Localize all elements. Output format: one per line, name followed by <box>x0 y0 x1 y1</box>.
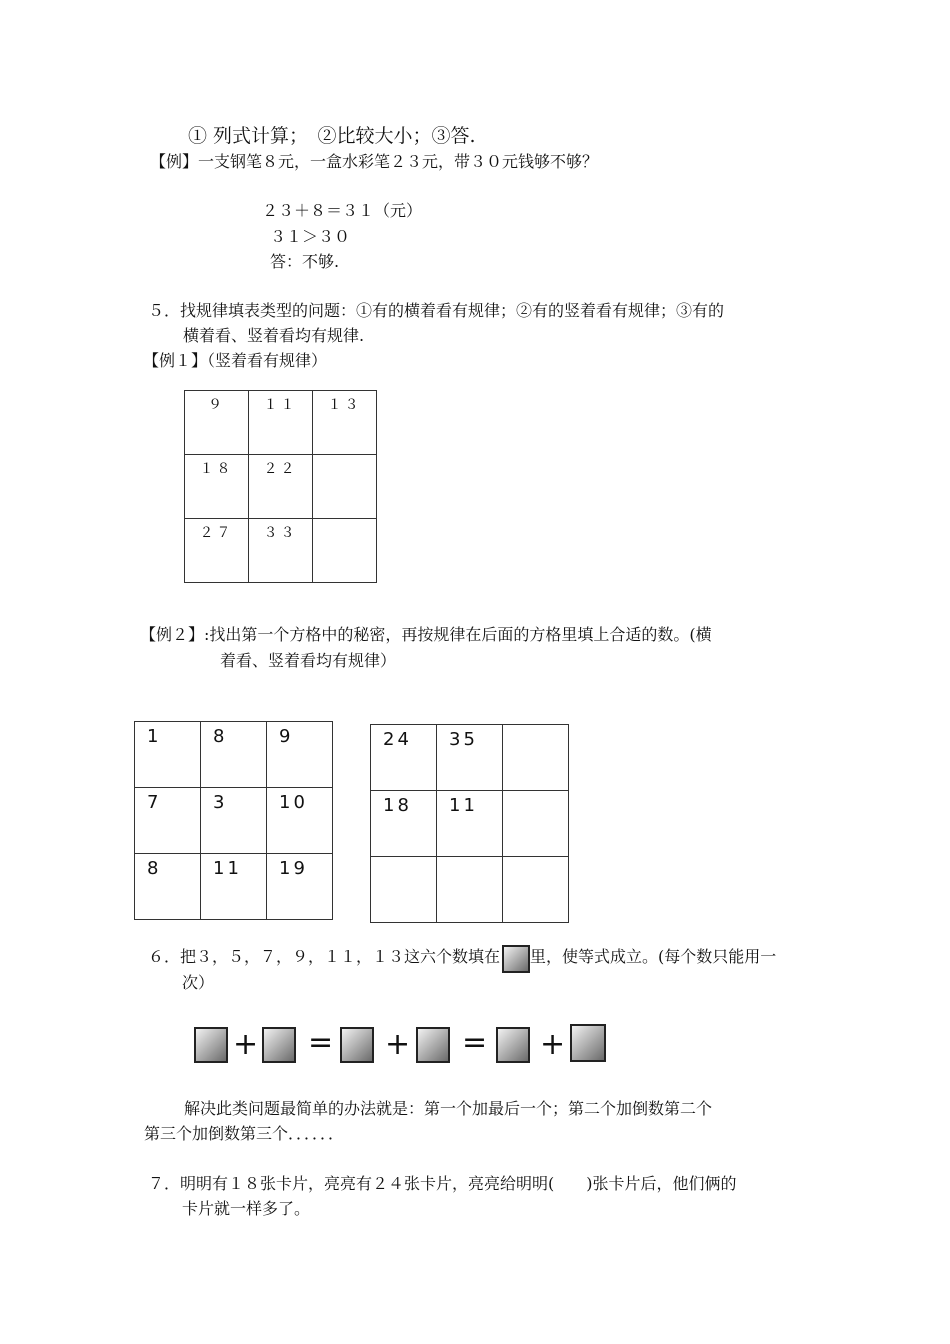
method-line1: 解决此类问题最简单的办法就是：第一个加最后一个；第二个加倒数第二个 <box>184 1099 713 1118</box>
plus-sign: + <box>540 1027 566 1062</box>
grid-cell[interactable] <box>371 857 437 923</box>
example2-grid-a <box>134 721 333 920</box>
example2-line2: 着看、竖着看均有规律） <box>220 651 397 670</box>
example1-grid <box>184 390 377 583</box>
answer-box-5[interactable] <box>496 1027 530 1063</box>
grid-cell[interactable] <box>503 791 569 857</box>
grid-cell: 10 <box>267 788 333 854</box>
grid-cell: １８ <box>185 455 249 519</box>
example-question <box>150 152 598 172</box>
table-row <box>135 722 333 788</box>
table-row <box>371 857 569 923</box>
grid-cell[interactable] <box>503 857 569 923</box>
grid-cell: 18 <box>371 791 437 857</box>
table-row <box>185 519 377 583</box>
section6-line1a: ６．把３，５，７，９，１１，１３这六个数填在 <box>148 947 501 966</box>
section6-line2: 次） <box>182 973 215 992</box>
method-line2: 第三个加倒数第三个．．．．．． <box>144 1124 345 1143</box>
table-row <box>185 455 377 519</box>
answer-box-4[interactable] <box>416 1027 450 1063</box>
grid-cell: 11 <box>437 791 503 857</box>
inline-blank-box <box>502 945 530 973</box>
example-calc-1: ２３＋８＝３１（元） <box>262 201 423 220</box>
grid-cell: 19 <box>267 854 333 920</box>
grid-cell: ２２ <box>249 455 313 519</box>
example-question-text: 一支钢笔８元，一盒水彩笔２３元，带３０元钱够不够？ <box>198 152 599 171</box>
section7-line2: 卡片就一样多了。 <box>182 1199 311 1218</box>
example2-grid-b <box>370 724 569 923</box>
section5-line2: 横着看、竖着看均有规律. <box>183 326 365 345</box>
grid-cell: ２７ <box>185 519 249 583</box>
grid-cell[interactable] <box>437 857 503 923</box>
answer-box-6[interactable] <box>570 1024 606 1062</box>
section6-line1b: 里，使等式成立。(每个数只能用一 <box>530 947 777 966</box>
table-row <box>371 725 569 791</box>
example2-line1: 【例２】:找出第一个方格中的秘密，再按规律在后面的方格里填上合适的数。(横 <box>140 625 712 644</box>
grid-cell: 3 <box>201 788 267 854</box>
grid-cell: 8 <box>135 854 201 920</box>
grid-cell: ９ <box>185 391 249 455</box>
grid-cell <box>313 519 377 583</box>
answer-box-2[interactable] <box>262 1027 296 1063</box>
grid-cell: 24 <box>371 725 437 791</box>
example-label: 【例】 <box>150 152 199 171</box>
plus-sign: + <box>385 1027 411 1062</box>
equals-sign: = <box>308 1025 334 1060</box>
grid-cell: 11 <box>201 854 267 920</box>
table-row <box>135 854 333 920</box>
equals-sign: = <box>462 1025 488 1060</box>
section5-line1: ５．找规律填表类型的问题：①有的横着看有规律；②有的竖着看有规律；③有的 <box>148 301 725 320</box>
example1-label: 【例１】（竖着看有规律） <box>143 351 328 370</box>
section7-line1: ７．明明有１８张卡片，亮亮有２４张卡片，亮亮给明明( )张卡片后，他们俩的 <box>148 1174 737 1193</box>
grid-cell: 35 <box>437 725 503 791</box>
grid-cell <box>313 455 377 519</box>
example-calc-2: ３１＞３０ <box>270 227 351 246</box>
steps-line: ① 列式计算； ②比较大小；③答. <box>188 125 476 147</box>
grid-cell: 7 <box>135 788 201 854</box>
grid-cell: 1 <box>135 722 201 788</box>
example-answer: 答：不够. <box>270 252 340 271</box>
grid-cell: １１ <box>249 391 313 455</box>
grid-cell: １３ <box>313 391 377 455</box>
grid-cell[interactable] <box>503 725 569 791</box>
answer-box-1[interactable] <box>194 1027 228 1063</box>
answer-box-3[interactable] <box>340 1027 374 1063</box>
grid-cell: ３３ <box>249 519 313 583</box>
plus-sign: + <box>233 1027 259 1062</box>
table-row <box>185 391 377 455</box>
grid-cell: 9 <box>267 722 333 788</box>
table-row <box>371 791 569 857</box>
table-row <box>135 788 333 854</box>
grid-cell: 8 <box>201 722 267 788</box>
